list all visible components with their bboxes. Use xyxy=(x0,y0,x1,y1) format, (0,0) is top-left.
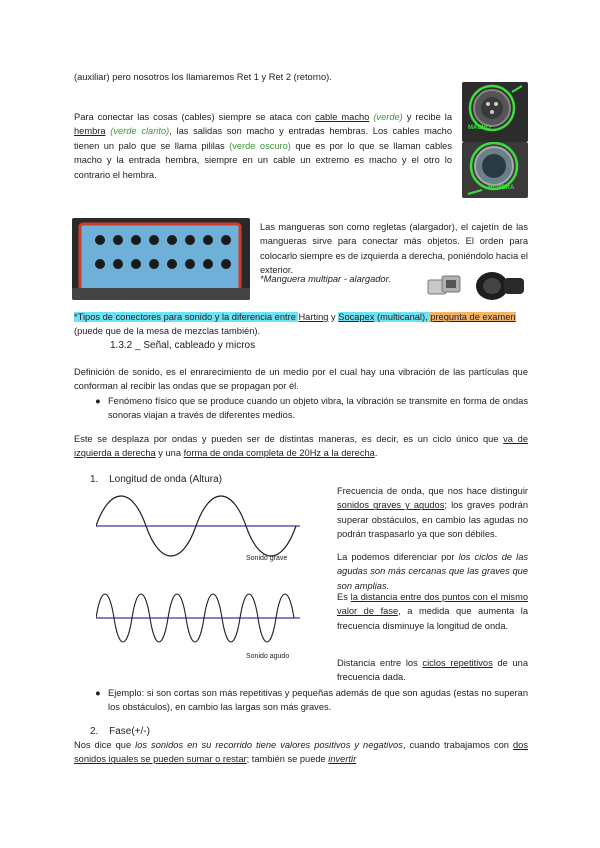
manguera-box-photo xyxy=(72,218,250,300)
highlight-span: *Tipos de conectores para sonido y la diferencia entre xyxy=(74,312,299,322)
underlined-span: ciclos repetitivos xyxy=(422,658,493,668)
hembra-label: HEMBRA xyxy=(488,185,515,191)
section-heading: 1.3.2 _ Señal, cableado y micros xyxy=(110,340,256,351)
text-span: Distancia entre los xyxy=(337,658,423,668)
cable-macho-term: cable macho xyxy=(315,112,370,122)
mangueras-paragraph: Las mangueras son como regletas (alargador), el cajetín de las mangueras sirve para conectar más objetos. El orden para colocarlo siempre es de izquierda a derecha, poniéndolo hacia el exterior. xyxy=(260,222,528,276)
socapex-connector-image xyxy=(470,268,528,302)
text-span: , cuando trabajamos con xyxy=(402,740,513,750)
high-frequency-wave-diagram xyxy=(96,588,304,666)
socapex-term: Socapex xyxy=(338,312,375,322)
list-label: Fase(+/-) xyxy=(109,726,150,737)
macho-label: MACHO xyxy=(468,125,491,131)
text-span: ; los graves podrán superar obstáculos, en cambio las agudas no podrán traspasarlo ya que son débiles. xyxy=(337,500,528,540)
definition-paragraph: Definición de sonido, es el enrarecimiento de un medio por el cual hay una vibración de las partículas que conforman al recibir las ondas que se propagan por él. xyxy=(74,367,528,392)
hembra-term: hembra xyxy=(74,126,106,137)
bullet-text: Ejemplo: si son cortas son más repetitivas y pequeñas además de que son agudas (estas no superan los obstáculos), en cambio las largas son más graves. xyxy=(108,688,528,713)
text-span: , a medida que aumenta la frecuencia disminuye la longitud de onda. xyxy=(337,606,528,631)
highlight-span: (multicanal), xyxy=(374,312,431,322)
green-note: (verde oscuro) xyxy=(229,140,291,151)
green-note: (verde) xyxy=(373,112,403,122)
manguera-note: *Manguera multipar - alargador. xyxy=(260,274,391,284)
bullet-icon: ● xyxy=(95,396,101,406)
text-span: Este se desplaza por ondas y pueden ser de distintas maneras, es decir, es un ciclo único que xyxy=(74,434,504,444)
frequency-paragraph xyxy=(337,484,528,542)
green-note: (verde clarito) xyxy=(110,126,170,137)
bullet-item xyxy=(95,686,528,715)
bullet-text: Fenómeno físico que se produce cuando un objeto vibra, la vibración se transmite en forma de ondas sonoras viajan a través de diferentes medios. xyxy=(108,396,528,421)
exam-question-tag: pregunta de examen xyxy=(430,312,516,322)
text-span: que es por lo que se llaman cables macho y la entrada hembra, siempre en un cable un extremo es macho y el otro lo contrario el hembra. xyxy=(74,140,452,180)
connector-photo-macho xyxy=(462,82,528,142)
frequency-difference xyxy=(337,550,528,593)
underlined-span: la distancia entre dos puntos con el mismo valor de fase xyxy=(337,592,529,617)
bullet-icon: ● xyxy=(95,688,101,698)
high-sound-label: Sonido agudo xyxy=(246,653,290,660)
low-frequency-wave-diagram xyxy=(96,490,304,572)
tipos-paragraph xyxy=(74,310,530,339)
underlined-span: sonidos graves y agudos xyxy=(337,500,445,511)
text-span: La podemos diferenciar por xyxy=(337,552,459,562)
phase-paragraph xyxy=(74,738,528,767)
text-span: y recibe la xyxy=(402,112,452,122)
text-span: y xyxy=(328,312,339,322)
waves-paragraph xyxy=(74,432,528,461)
low-sound-label: Sonido grave xyxy=(246,555,288,562)
list-number: 2. xyxy=(90,726,99,737)
list-item-1 xyxy=(90,472,222,488)
underlined-span: va de izquierda a derecha xyxy=(74,434,529,459)
connector-photo-hembra xyxy=(462,142,528,198)
underlined-span: dos sonidos iguales se pueden sumar o restar xyxy=(74,740,528,765)
list-number: 1. xyxy=(90,474,99,485)
text-span: ; también se puede xyxy=(246,754,329,765)
underlined-span: invertir xyxy=(328,754,357,765)
text-span: de una frecuencia dada. xyxy=(337,658,529,683)
text-span: Nos dice que xyxy=(74,740,136,750)
connect-paragraph xyxy=(74,110,452,182)
italic-span: los sonidos en su recorrido tiene valores positivos y negativos xyxy=(135,740,403,750)
text-span: , las salidas son macho y entradas hembras. Los cables macho tienen un palo que se llama pililas xyxy=(74,126,452,151)
top-line: (auxiliar) pero nosotros los llamaremos Ret 1 y Ret 2 (retorno). xyxy=(74,72,332,82)
cycles-definition xyxy=(337,656,528,685)
harting-term: Harting xyxy=(298,312,329,322)
text-span: y una xyxy=(155,448,184,459)
text-span: Es xyxy=(337,592,351,602)
harting-connector-image xyxy=(424,272,464,300)
text-span: (puede que de la mesa de mezclas también). xyxy=(74,326,261,337)
text-span: Frecuencia de onda, que nos hace distinguir xyxy=(337,486,528,496)
list-label: Longitud de onda (Altura) xyxy=(109,474,222,485)
bullet-item xyxy=(95,394,528,423)
italic-span: los ciclos de las agudas son más cercanas que las graves que son amplias. xyxy=(337,552,529,591)
wavelength-definition xyxy=(337,590,528,633)
underlined-span: forma de onda completa de 20Hz a la derecha xyxy=(183,448,375,459)
text-span: . xyxy=(374,448,378,459)
text-span: Para conectar las cosas (cables) siempre se ataca con xyxy=(74,112,316,122)
